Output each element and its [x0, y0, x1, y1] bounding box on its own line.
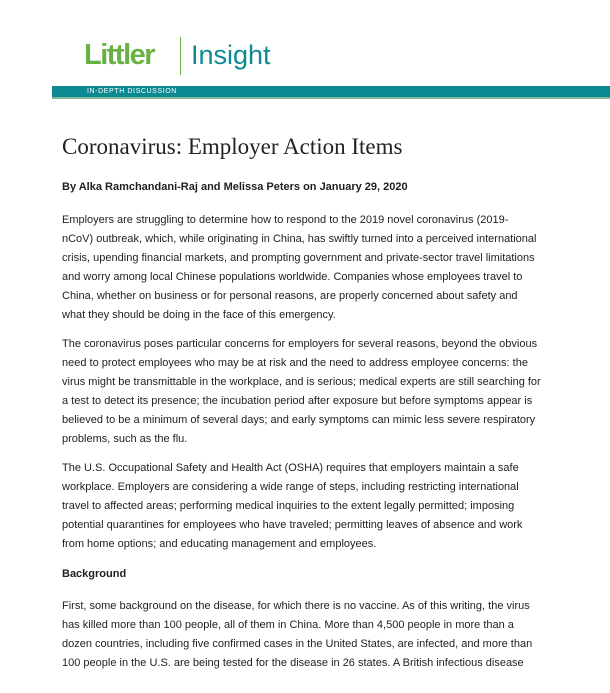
section-band — [52, 86, 610, 97]
text-line: The U.S. Occupational Safety and Health Act (OSHA) requires that employers maintain a safe — [62, 462, 519, 474]
text-line: and worry among local Chinese populations worldwide. Companies whose employees travel to — [62, 271, 523, 283]
paragraph-1 — [62, 211, 562, 325]
logo-divider — [180, 37, 181, 75]
background-heading: Background — [62, 568, 127, 580]
text-line: a test to detect its presence; the incubation period after exposure but before symptoms appear is — [62, 395, 533, 407]
text-line: virus might be transmittable in the workplace, and is serious; medical experts are still searching for — [62, 376, 541, 388]
paragraph-3 — [62, 459, 562, 554]
text-line: from home options; and educating management and employees. — [62, 538, 377, 550]
text-line: problems, such as the flu. — [62, 433, 188, 445]
text-line: dozen countries, including five confirmed cases in the United States, are infected, and more than — [62, 638, 533, 650]
text-line: nCoV) outbreak, which, while originating in China, has swiftly turned into a perceived international — [62, 233, 537, 245]
band-label: IN-DEPTH DISCUSSION — [87, 88, 177, 95]
text-line: workplace. Employers are considering a wide range of steps, including restricting international — [62, 481, 519, 493]
text-line: China, whether on business or for personal reasons, are properly concerned about safety and — [62, 290, 518, 302]
article-byline: By Alka Ramchandani-Raj and Melissa Peters on January 29, 2020 — [62, 181, 408, 193]
text-line: 100 people in the U.S. are being tested for the disease in 26 states. A British infectious disease — [62, 657, 524, 669]
text-line: The coronavirus poses particular concerns for employers for several reasons, beyond the obvious — [62, 338, 538, 350]
text-line: what they should be doing in the face of this emergency. — [62, 309, 336, 321]
band-underline — [52, 97, 610, 99]
text-line: has killed more than 100 people, all of them in China. More than 4,500 people in more than a — [62, 619, 514, 631]
paragraph-2 — [62, 335, 562, 449]
text-line: crisis, upending financial markets, and prompting government and private-sector travel limitations — [62, 252, 535, 264]
text-line: believed to be a minimum of several days; and early symptoms can mimic less severe respiratory — [62, 414, 536, 426]
text-line: Employers are struggling to determine how to respond to the 2019 novel coronavirus (2019- — [62, 214, 509, 226]
background-paragraph — [62, 597, 562, 673]
logo-brand-text: Littler — [84, 39, 155, 71]
text-line: travel to affected areas; performing medical inquiries to the extent legally permitted; imposing — [62, 500, 515, 512]
logo-subbrand-text: Insight — [191, 40, 271, 70]
article-title: Coronavirus: Employer Action Items — [62, 134, 403, 159]
text-line: potential quarantines for employees who have traveled; permitting leaves of absence and work — [62, 519, 523, 531]
text-line: First, some background on the disease, for which there is no vaccine. As of this writing, the virus — [62, 600, 530, 612]
text-line: need to protect employees who may be at risk and the need to address employee concerns: the — [62, 357, 528, 369]
